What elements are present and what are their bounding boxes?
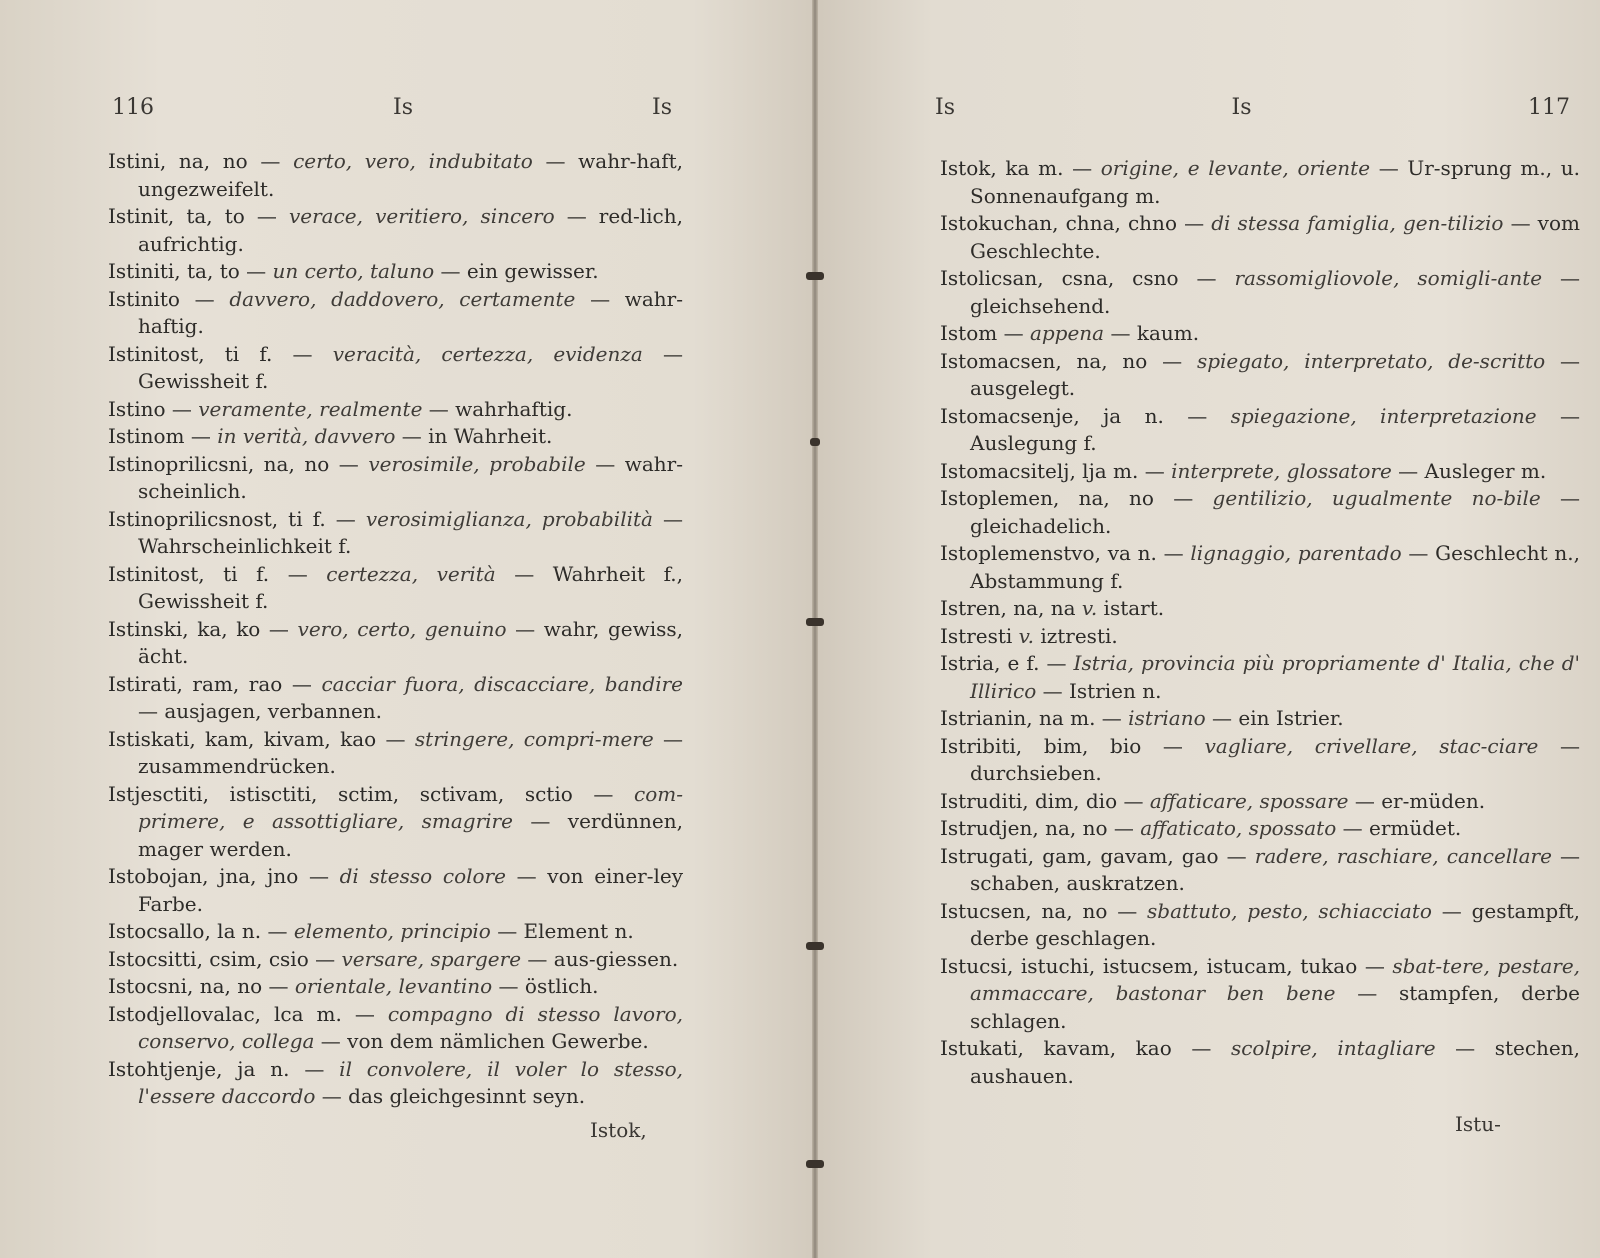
- binding-stitch: [810, 438, 820, 446]
- italian-gloss: origine, e levante, oriente: [1100, 156, 1371, 180]
- headword: Istinito —: [108, 286, 215, 311]
- headword: Istino —: [108, 396, 192, 421]
- headword: Istom —: [940, 321, 1024, 345]
- dictionary-entry: [940, 815, 1580, 843]
- italian-gloss: spiegato, interpretato, de-scritto: [1196, 348, 1546, 373]
- german-gloss: — verdünnen, mager werden.: [138, 809, 683, 861]
- german-gloss: — kaum.: [1110, 321, 1200, 345]
- german-gloss: — Ur-sprung m., u. Sonnenaufgang m.: [970, 156, 1581, 208]
- italian-gloss: certo, vero, indubitato: [293, 149, 533, 173]
- italian-gloss: vagliare, crivellare, stac-ciare: [1204, 733, 1539, 758]
- italian-gloss: in verità, davvero: [217, 424, 396, 448]
- german-gloss: — Wahrheit f., Gewissheit f.: [138, 561, 684, 613]
- headword: Istocsni, na, no —: [108, 974, 289, 998]
- dictionary-entry: [940, 705, 1580, 733]
- dictionary-entry: [108, 423, 683, 451]
- german-gloss: — ein Istrier.: [1212, 706, 1344, 730]
- german-gloss: — stechen, aushauen.: [970, 1036, 1581, 1088]
- italian-gloss: radere, raschiare, cancellare: [1254, 843, 1552, 868]
- dictionary-entry: [108, 726, 683, 781]
- binding-stitch: [806, 1160, 824, 1168]
- german-gloss: — gleichsehend.: [970, 266, 1581, 318]
- headword: Istirati, ram, rao —: [108, 671, 312, 696]
- dictionary-entry: [108, 451, 683, 506]
- german-gloss: — er-müden.: [1354, 788, 1486, 813]
- italian-gloss: affaticato, spossato: [1140, 816, 1337, 840]
- german-gloss: — Ausleger m.: [1398, 458, 1547, 483]
- italian-gloss: interprete, glossatore: [1171, 458, 1392, 483]
- italian-gloss: com-primere, e assottigliare, smagrire: [138, 781, 683, 833]
- italian-gloss: verosimile, probabile: [368, 451, 586, 476]
- headword: Istrianin, na m. —: [940, 706, 1122, 730]
- headword: Istjesctiti, istisctiti, sctim, sctivam, sctio —: [108, 781, 614, 806]
- right-entry-list: [940, 155, 1580, 1090]
- german-gloss: — von dem nämlichen Gewerbe.: [320, 1029, 649, 1053]
- headword: Istok, ka m. —: [940, 156, 1093, 180]
- italian-gloss: istriano: [1128, 706, 1206, 730]
- headword: Istinoprilicsnost, ti f. —: [108, 506, 356, 531]
- dictionary-entry: [940, 788, 1580, 816]
- german-gloss: — gestampft, derbe geschlagen.: [970, 898, 1581, 950]
- german-gloss: — östlich.: [498, 974, 599, 998]
- italian-gloss: v.: [1018, 623, 1034, 648]
- german-gloss: — Gewissheit f.: [138, 341, 684, 393]
- dictionary-entry: [940, 650, 1580, 705]
- german-gloss: — ermüdet.: [1342, 816, 1462, 840]
- italian-gloss: Istria, provincia più propriamente d' Italia, che d' Illirico: [970, 651, 1581, 703]
- german-gloss: iztresti.: [1040, 623, 1118, 648]
- german-gloss: — zusammendrücken.: [138, 726, 684, 778]
- italian-gloss: rassomigliovole, somigli-ante: [1234, 266, 1543, 290]
- headword: Istolicsan, csna, csno —: [940, 266, 1217, 290]
- italian-gloss: versare, spargere: [341, 946, 522, 971]
- headword: Istokuchan, chna, chno —: [940, 211, 1205, 235]
- dictionary-entry: [940, 485, 1580, 540]
- german-gloss: — gleichadelich.: [970, 486, 1580, 538]
- dictionary-entry: [940, 540, 1580, 595]
- german-gloss: — schaben, auskratzen.: [970, 843, 1581, 895]
- italian-gloss: affaticare, spossare: [1149, 788, 1349, 813]
- german-gloss: — aus-giessen.: [527, 946, 679, 971]
- headword: Istinom —: [108, 424, 211, 448]
- headword: Istocsitti, csim, csio —: [108, 946, 336, 971]
- dictionary-entry: [940, 458, 1580, 486]
- binding-stitch: [806, 942, 824, 950]
- running-head-left: Is: [393, 95, 413, 120]
- headword: Istiniti, ta, to —: [108, 259, 267, 283]
- dictionary-entry: [108, 561, 683, 616]
- german-gloss: istart.: [1103, 596, 1165, 620]
- german-gloss: — Istrien n.: [1042, 678, 1162, 703]
- catchword: Istu-: [1455, 1112, 1501, 1136]
- italian-gloss: veramente, realmente: [198, 396, 423, 421]
- headword: Istomacsenje, ja n. —: [940, 403, 1208, 428]
- headword: Istruditi, dim, dio —: [940, 788, 1144, 813]
- italian-gloss: davvero, daddovero, certamente: [229, 286, 576, 311]
- german-gloss: — Wahrscheinlichkeit f.: [138, 506, 684, 558]
- dictionary-entry: [108, 781, 683, 864]
- italian-gloss: di stessa famiglia, gen-tilizio: [1211, 211, 1504, 235]
- italian-gloss: orientale, levantino: [294, 974, 493, 998]
- german-gloss: — red-lich, aufrichtig.: [138, 204, 683, 256]
- dictionary-entry: [108, 616, 683, 671]
- dictionary-entry: [940, 898, 1580, 953]
- page-number: 116: [112, 95, 154, 120]
- left-running-head: [112, 95, 672, 120]
- italian-gloss: elemento, principio: [293, 919, 491, 943]
- dictionary-entry: [940, 403, 1580, 458]
- headword: Istoplemenstvo, va n. —: [940, 541, 1184, 565]
- running-head-right: Is: [1231, 95, 1252, 120]
- headword: Istiskati, kam, kivam, kao —: [108, 726, 406, 751]
- german-gloss: — Auslegung f.: [970, 403, 1581, 455]
- left-entry-list: [108, 148, 683, 1111]
- binding-stitch: [806, 272, 824, 280]
- german-gloss: — in Wahrheit.: [401, 424, 553, 448]
- headword: Istinitost, ti f. —: [108, 341, 313, 366]
- headword: Istobojan, jna, jno —: [108, 864, 329, 888]
- german-gloss: — ausgelegt.: [970, 348, 1581, 400]
- german-gloss: — das gleichgesinnt seyn.: [321, 1084, 586, 1108]
- italian-gloss: il convolere, il voler lo stesso, l'essere daccordo: [138, 1056, 683, 1108]
- italian-gloss: compagno di stesso lavoro, conservo, collega: [138, 1001, 683, 1053]
- headword: Istomacsitelj, lja m. —: [940, 458, 1165, 483]
- german-gloss: — durchsieben.: [970, 733, 1581, 785]
- dictionary-entry: [108, 203, 683, 258]
- running-head-right: Is: [652, 95, 672, 120]
- german-gloss: — wahr, gewiss, ächt.: [138, 616, 684, 668]
- headword: Istodjellovalac, lca m. —: [108, 1001, 375, 1026]
- dictionary-entry: [108, 973, 683, 1001]
- dictionary-entry: [940, 953, 1580, 1036]
- italian-gloss: sbattuto, pesto, schiacciato: [1147, 898, 1432, 923]
- headword: Istrugati, gam, gavam, gao —: [940, 843, 1247, 868]
- headword: Istinitost, ti f. —: [108, 561, 308, 586]
- italian-gloss: stringere, compri-mere: [414, 726, 654, 751]
- headword: Istomacsen, na, no —: [940, 348, 1183, 373]
- binding-stitch: [806, 618, 824, 626]
- headword: Istria, e f. —: [940, 651, 1067, 675]
- dictionary-entry: [940, 733, 1580, 788]
- headword: Istresti: [940, 623, 1013, 648]
- italian-gloss: di stesso colore: [339, 864, 506, 888]
- dictionary-entry: [108, 258, 683, 286]
- dictionary-entry: [108, 506, 683, 561]
- headword: Istrudjen, na, no —: [940, 816, 1134, 840]
- dictionary-entry: [108, 946, 683, 974]
- dictionary-entry: [108, 286, 683, 341]
- dictionary-entry: [940, 320, 1580, 348]
- italian-gloss: sbat-tere, pestare, ammaccare, bastonar ben bene: [970, 953, 1581, 1005]
- italian-gloss: spiegazione, interpretazione: [1230, 403, 1537, 428]
- italian-gloss: vero, certo, genuino: [297, 616, 507, 641]
- italian-gloss: certezza, verità: [326, 561, 496, 586]
- dictionary-entry: [940, 155, 1580, 210]
- headword: Istoplemen, na, no —: [940, 486, 1194, 510]
- headword: Istinski, ka, ko —: [108, 616, 289, 641]
- headword: Istinit, ta, to —: [108, 204, 277, 228]
- italian-gloss: verosimiglianza, probabilità: [365, 506, 653, 531]
- german-gloss: — wahr-scheinlich.: [138, 451, 684, 503]
- italian-gloss: v.: [1081, 596, 1098, 620]
- german-gloss: — Element n.: [497, 919, 634, 943]
- dictionary-entry: [108, 863, 683, 918]
- italian-gloss: appena: [1029, 321, 1105, 345]
- headword: Istohtjenje, ja n. —: [108, 1056, 325, 1081]
- headword: Istinoprilicsni, na, no —: [108, 451, 359, 476]
- dictionary-entry: [108, 1001, 683, 1056]
- right-running-head: [935, 95, 1570, 120]
- german-gloss: — Geschlecht n., Abstammung f.: [970, 541, 1580, 593]
- dictionary-entry: [108, 148, 683, 203]
- german-gloss: — vom Geschlechte.: [970, 211, 1580, 263]
- dictionary-entry: [940, 843, 1580, 898]
- dictionary-entry: [940, 623, 1580, 651]
- german-gloss: — wahrhaftig.: [428, 396, 573, 421]
- german-gloss: — ein gewisser.: [440, 259, 599, 283]
- italian-gloss: verace, veritiero, sincero: [288, 204, 555, 228]
- italian-gloss: gentilizio, ugualmente no-bile: [1212, 486, 1541, 510]
- dictionary-entry: [108, 341, 683, 396]
- page-number: 117: [1528, 95, 1570, 120]
- dictionary-entry: [108, 671, 683, 726]
- german-gloss: — wahr-haftig.: [138, 286, 684, 338]
- dictionary-entry: [940, 265, 1580, 320]
- headword: Istucsen, na, no —: [940, 898, 1138, 923]
- dictionary-entry: [940, 348, 1580, 403]
- running-head-left: Is: [935, 95, 955, 120]
- headword: Istucsi, istuchi, istucsem, istucam, tukao —: [940, 953, 1385, 978]
- right-page: [815, 0, 1600, 1258]
- book-gutter: [812, 0, 818, 1258]
- german-gloss: — ausjagen, verbannen.: [138, 699, 383, 723]
- dictionary-entry: [108, 1056, 683, 1111]
- italian-gloss: scolpire, intagliare: [1230, 1036, 1436, 1060]
- dictionary-entry: [108, 918, 683, 946]
- headword: Istocsallo, la n. —: [108, 919, 288, 943]
- italian-gloss: un certo, taluno: [272, 259, 435, 283]
- italian-gloss: cacciar fuora, discacciare, bandire: [321, 671, 684, 696]
- dictionary-entry: [108, 396, 683, 424]
- catchword: Istok,: [590, 1118, 647, 1142]
- german-gloss: — von einer-ley Farbe.: [138, 864, 683, 916]
- italian-gloss: veracità, certezza, evidenza: [332, 341, 643, 366]
- german-gloss: — wahr-haft, ungezweifelt.: [138, 149, 683, 201]
- dictionary-entry: [940, 210, 1580, 265]
- headword: Istini, na, no —: [108, 149, 281, 173]
- german-gloss: — stampfen, derbe schlagen.: [970, 981, 1580, 1033]
- italian-gloss: lignaggio, parentado: [1190, 541, 1402, 565]
- dictionary-entry: [940, 1035, 1580, 1090]
- headword: Istukati, kavam, kao —: [940, 1036, 1212, 1060]
- headword: Istren, na, na: [940, 596, 1076, 620]
- headword: Istribiti, bim, bio —: [940, 733, 1183, 758]
- dictionary-entry: [940, 595, 1580, 623]
